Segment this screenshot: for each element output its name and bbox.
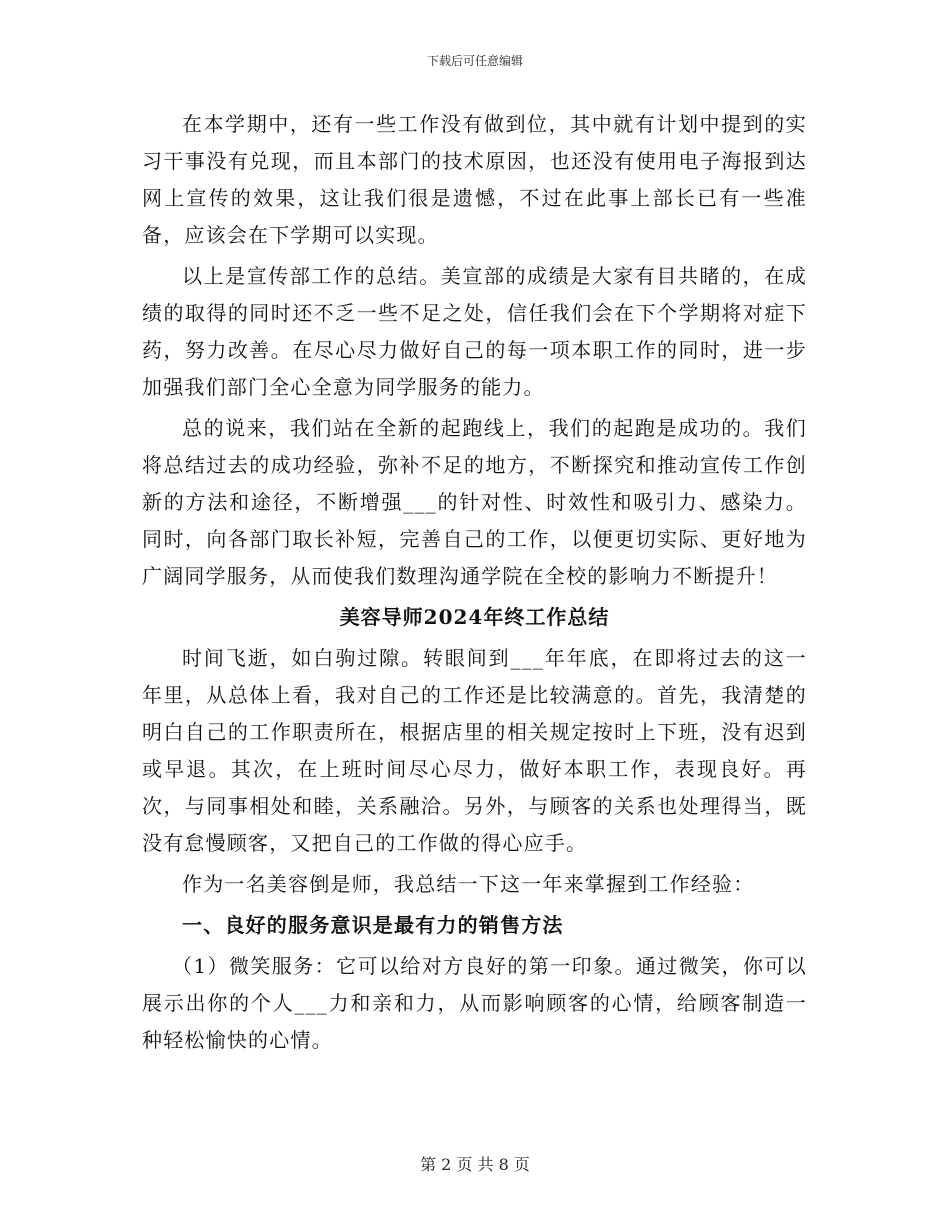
paragraph-2: 以上是宣传部工作的总结。美宣部的成绩是大家有目共睹的，在成绩的取得的同时还不乏一些不足之处，信任我们会在下个学期将对症下药，努力改善。在尽心尽力做好自己的每一项本职工作的同时，进一步加强我们部门全心全意为同学服务的能力。 xyxy=(142,264,807,399)
document-body xyxy=(142,106,807,1063)
page-number: 第 2 页 共 8 页 xyxy=(420,1155,530,1174)
page-header: 下载后可任意编辑 xyxy=(426,54,523,68)
paragraph-6: （1）微笑服务：它可以给对方良好的第一印象。通过微笑，你可以展示出你的个人___力和亲和力，从而影响顾客的心情，给顾客制造一种轻松愉快的心情。 xyxy=(142,954,807,1052)
paragraph-5: 作为一名美容倒是师，我总结一下这一年来掌握到工作经验： xyxy=(182,872,755,896)
paragraph-4: 时间飞逝，如白驹过隙。转眼间到___年年底，在即将过去的这一年里，从总体上看，我对自己的工作还是比较满意的。首先，我清楚的明白自己的工作职责所在，根据店里的相关规定按时上下班，没有迟到或早退。其次，在上班时间尽心尽力，做好本职工作，表现良好。再次，与同事相处和睦，关系融洽。另外，与顾客的关系也处理得当，既没有怠慢顾客，又把自己的工作做的得心应手。 xyxy=(142,646,807,855)
paragraph-3: 总的说来，我们站在全新的起跑线上，我们的起跑是成功的。我们将总结过去的成功经验，弥补不足的地方，不断探究和推动宣传工作创新的方法和途径，不断增强___的针对性、时效性和吸引力、感染力。同时，向各部门取长补短，完善自己的工作，以便更切实际、更好地为广阔同学服务，从而使我们数理沟通学院在全校的影响力不断提升！ xyxy=(142,416,807,588)
subheading-1: 一、良好的服务意识是最有力的销售方法 xyxy=(182,913,564,937)
section-title: 美容导师2024年终工作总结 xyxy=(339,605,610,629)
paragraph-1: 在本学期中，还有一些工作没有做到位，其中就有计划中提到的实习干事没有兑现，而且本部门的技术原因，也还没有使用电子海报到达网上宣传的效果，这让我们很是遗憾，不过在此事上部长已有一些准备，应该会在下学期可以实现。 xyxy=(142,112,807,247)
